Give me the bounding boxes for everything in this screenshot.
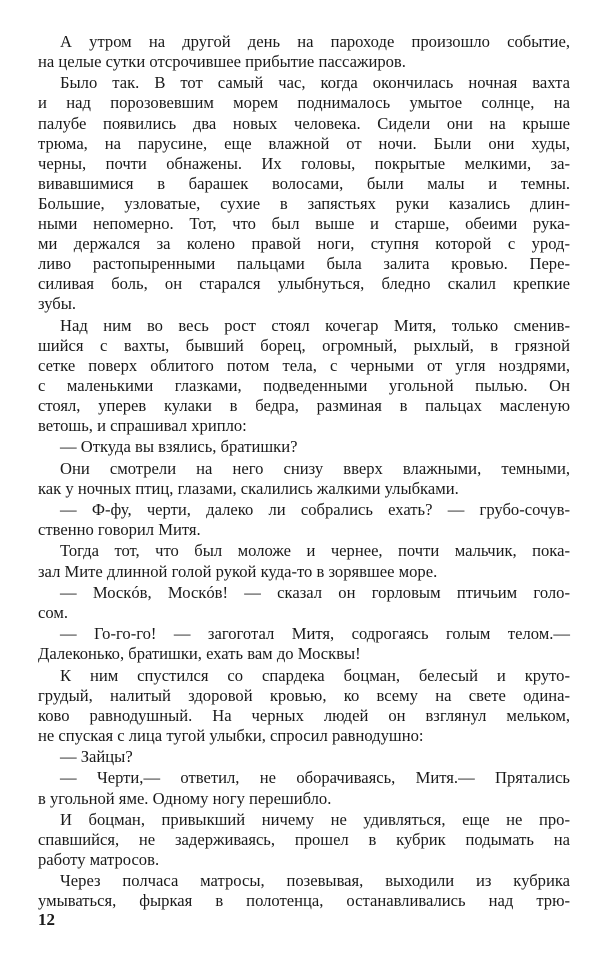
text-line: стоял, уперев кулаки в бедра, разминая в пальцах масленую [38,396,570,416]
paragraph [38,459,570,499]
text-line: ными непомерно. Тот, что был выше и старше, обеими рука- [38,214,570,234]
text-line: Над ним во весь рост стоял кочегар Митя, только сменив- [60,315,570,335]
text-line: и над порозовевшим морем поднималось умытое солнце, на [38,93,570,113]
paragraph [38,32,570,72]
paragraph [38,583,570,623]
text-line: на целые сутки отсрочившее прибытие пассажиров. [38,52,406,72]
text-line: силивая боль, он старался улыбнуться, бледно скалил крепкие [38,274,570,294]
text-line: зубы. [38,294,77,314]
text-line: Далеконько, братишки, ехать вам до Москвы! [38,644,361,664]
text-line: Они смотрели на него снизу вверх влажными, темными, [60,458,570,478]
text-line: вивавшимися в барашек волосами, были малы и темны. [38,173,570,193]
text-line: ственно говорил Митя. [38,520,201,540]
page-number: 12 [38,910,55,929]
text-line: ково равнодушный. На черных людей он взглянул мельком, [38,705,570,725]
paragraph [38,316,570,437]
paragraph [38,666,570,746]
paragraph [38,747,570,767]
text-line: ливо растопыренными пальцами была залита кровью. Пере- [38,254,570,274]
text-line: — Го-го-го! — загоготал Митя, содрогаясь голым телом.— [60,624,570,644]
paragraph [38,810,570,870]
paragraph [38,437,570,457]
text-line: Было так. В тот самый час, когда окончилась ночная вахта [60,73,570,93]
text-line: ветошь, и спрашивал хрипло: [38,416,247,436]
page-body [38,32,570,913]
text-line: работу матросов. [38,850,160,869]
paragraph [38,624,570,664]
text-line: Через полчаса матросы, позевывая, выходили из кубрика [60,871,570,891]
text-line: не спуская с лица тугой улыбки, спросил равнодушно: [38,725,424,745]
text-line: — Зайцы? [60,747,133,767]
text-line: Большие, узловатые, сухие в запястьях руки казались длин- [38,193,570,213]
paragraph [38,541,570,581]
text-line: как у ночных птиц, глазами, скалились жалкими улыбками. [38,478,459,498]
paragraph [38,871,570,911]
text-line: — Москóв, Москóв! — сказал он горловым птичьим голо- [60,582,570,602]
text-line: шийся с вахты, бывший борец, огромный, рыхлый, в грязной [38,335,570,355]
text-line: умываться, фыркая в полотенца, останавливались над трю- [38,891,570,911]
text-line: палубе появились два новых человека. Сидели они на крыше [38,113,570,133]
paragraph [38,768,570,808]
text-line: ми держался за колено правой ноги, ступня которой с урод- [38,234,570,254]
paragraph [38,500,570,540]
text-line: И боцман, привыкший ничему не удивляться, еще не про- [60,809,570,829]
paragraph [38,73,570,314]
text-line: Тогда тот, что был моложе и чернее, почти мальчик, пока- [60,541,570,561]
text-line: в угольной яме. Одному ногу перешибло. [38,788,332,808]
text-line: трюма, на парусине, еще влажной от ночи. Были они худы, [38,133,570,153]
text-line: — Черти,— ответил, не оборачиваясь, Митя.— Прятались [60,768,570,788]
text-line: черны, почти обнажены. Их головы, покрытые мелкими, за- [38,153,570,173]
text-line: А утром на другой день на пароходе произошло событие, [60,32,570,51]
text-line: сом. [38,602,68,622]
text-line: зал Мите длинной голой рукой куда-то в зорявшее море. [38,561,438,581]
text-line: — Ф-фу, черти, далеко ли собрались ехать? — грубо-сочув- [60,500,570,520]
text-line: грудый, налитый здоровой кровью, ко всему на свете одина- [38,685,570,705]
text-line: с маленькими глазками, подведенными угольной пылью. Он [38,375,570,395]
text-line: спавшийся, не задерживаясь, прошел в кубрик подымать на [38,829,570,849]
text-line: К ним спустился со спардека боцман, белесый и круто- [60,665,570,685]
text-line: сетке поверх облитого потом тела, с черными от угля ноздрями, [38,355,570,375]
text-line: — Откуда вы взялись, братишки? [60,437,298,457]
